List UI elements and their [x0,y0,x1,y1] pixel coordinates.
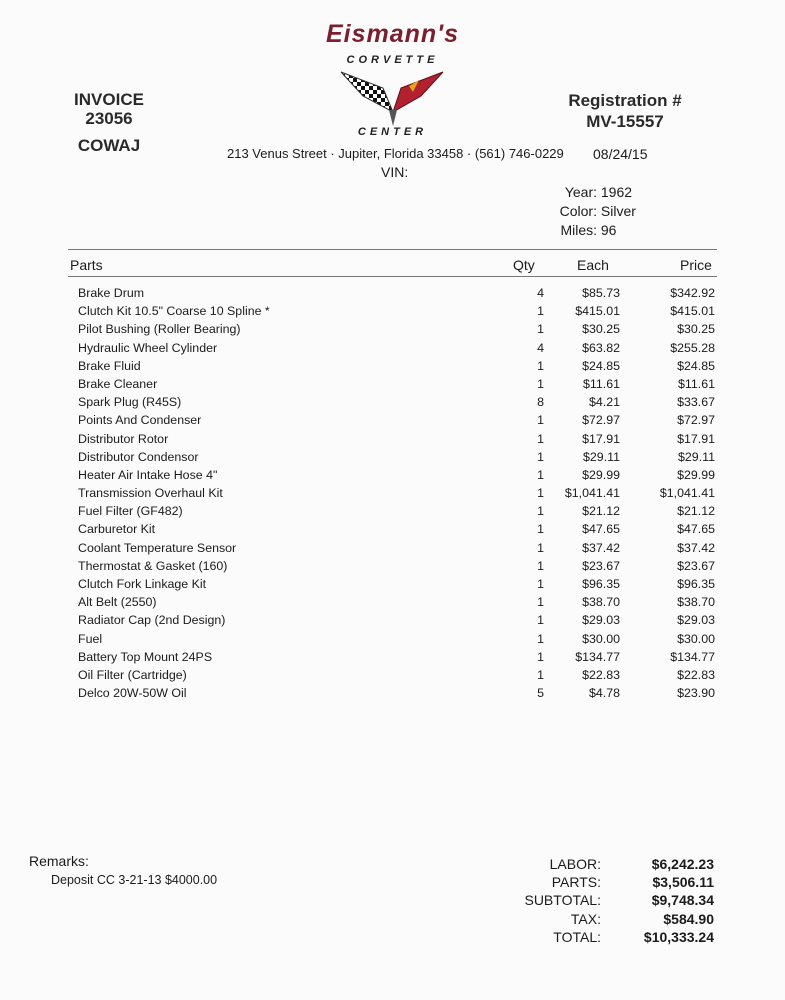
part-name: Transmission Overhaul Kit [78,486,223,501]
part-name: Delco 20W-50W Oil [78,686,187,701]
part-each-price: $63.82 [582,340,620,355]
part-each-price: $85.73 [582,286,620,300]
part-qty: 4 [537,340,544,355]
part-each-price: $38.70 [582,595,620,610]
part-qty: 1 [537,613,544,628]
year-label: Year: [564,184,597,200]
part-name: Battery Top Mount 24PS [78,649,213,664]
registration-label: Registration # [568,91,682,110]
part-name: Alt Belt (2550) [78,595,157,610]
part-total-price: $29.11 [678,449,715,464]
part-qty: 1 [537,649,544,664]
vehicle-color [549,203,636,219]
part-total-price: $24.85 [677,358,715,373]
part-total-price: $96.35 [677,577,715,591]
each-column-header: Each [577,257,609,273]
part-total-price: $37.42 [677,540,715,555]
table-row [78,377,718,395]
invoice-number: 23056 [85,109,133,128]
part-total-price: $21.12 [677,504,715,519]
total-value: $6,242.23 [651,856,714,872]
part-total-price: $47.65 [677,522,715,537]
part-name: Coolant Temperature Sensor [78,540,237,555]
parts-list [78,286,718,704]
part-each-price: $23.67 [582,558,620,573]
table-row [78,650,718,668]
total-value: $584.90 [663,910,714,927]
part-qty: 4 [537,286,544,300]
part-total-price: $30.00 [677,631,715,646]
total-label: SUBTOTAL: [524,892,601,909]
table-row [78,468,718,486]
total-row [490,874,714,892]
table-row [78,541,718,559]
table-row [78,432,718,450]
part-name: Distributor Condensor [78,449,199,464]
part-total-price: $30.25 [677,322,715,337]
total-row [490,929,714,947]
total-row [490,856,714,874]
part-total-price: $11.61 [678,376,715,391]
invoice-date: 08/24/15 [593,146,648,162]
qty-column-header: Qty [513,257,535,273]
table-row [78,668,718,686]
part-name: Points And Condenser [78,413,202,428]
part-total-price: $29.03 [677,613,715,628]
part-total-price: $255.28 [670,340,715,355]
parts-column-header: Parts [70,257,103,273]
part-total-price: $72.97 [677,413,715,428]
part-each-price: $29.99 [582,467,620,482]
table-row [78,577,718,595]
table-row [78,341,718,359]
part-total-price: $1,041.41 [659,486,715,501]
part-qty: 1 [537,667,544,682]
total-value: $3,506.11 [652,874,714,891]
part-name: Fuel [78,631,103,646]
total-label: TAX: [570,910,601,927]
table-row [78,359,718,377]
remarks-label: Remarks: [29,853,89,869]
vin-label: VIN: [381,164,409,180]
part-qty: 1 [537,631,544,646]
color-value: Silver [600,203,636,219]
part-total-price: $17.91 [677,431,715,446]
part-each-price: $11.61 [583,376,620,391]
part-total-price: $23.67 [677,558,715,573]
part-name: Fuel Filter (GF482) [78,504,183,519]
table-row [78,322,718,340]
part-each-price: $24.85 [582,358,620,373]
part-each-price: $1,041.41 [564,486,620,501]
part-total-price: $29.99 [677,467,715,482]
total-row [490,892,714,910]
part-total-price: $23.90 [677,686,715,701]
part-total-price: $342.92 [670,286,715,300]
logo-center-text: CENTER [357,126,428,138]
part-qty: 1 [537,413,544,428]
table-row [78,413,718,431]
part-each-price: $21.12 [582,504,620,519]
part-qty: 1 [537,431,544,446]
company-logo-text: Eismann's [325,20,460,48]
total-label: LABOR: [549,856,601,872]
part-name: Brake Fluid [78,358,141,373]
part-name: Thermostat & Gasket (160) [78,558,228,573]
part-each-price: $96.35 [582,577,620,591]
part-each-price: $30.25 [582,322,620,337]
part-name: Hydraulic Wheel Cylinder [78,340,218,355]
vehicle-miles [549,222,616,238]
customer-code: COWAJ [77,136,141,155]
part-each-price: $134.77 [575,649,620,664]
table-row [78,286,718,304]
part-name: Clutch Fork Linkage Kit [78,577,207,591]
part-total-price: $33.67 [677,395,715,410]
part-name: Oil Filter (Cartridge) [78,667,187,682]
part-total-price: $38.70 [677,595,715,610]
part-name: Distributor Rotor [78,431,169,446]
part-name: Brake Cleaner [78,376,158,391]
part-qty: 1 [537,486,544,501]
part-qty: 1 [537,449,544,464]
year-value: 1962 [600,184,633,200]
table-row [78,486,718,504]
registration-number: MV-15557 [586,112,664,131]
table-row [78,304,718,322]
part-total-price: $134.77 [670,649,715,664]
part-qty: 1 [537,322,544,337]
part-qty: 5 [537,686,544,701]
table-row [78,632,718,650]
part-each-price: $4.78 [588,686,620,701]
crossed-checkered-flags-icon [333,66,451,128]
table-row [78,595,718,613]
table-row [78,613,718,631]
part-each-price: $415.01 [575,304,620,319]
part-total-price: $415.01 [670,304,715,319]
table-header-divider [68,276,717,277]
invoice-label: INVOICE [74,90,144,109]
part-qty: 1 [537,522,544,537]
part-qty: 1 [537,540,544,555]
part-each-price: $22.83 [582,667,620,682]
part-name: Brake Drum [78,286,145,300]
part-each-price: $4.21 [588,395,620,410]
part-each-price: $47.65 [582,522,620,537]
table-row [78,504,718,522]
vehicle-year [549,184,632,200]
part-qty: 1 [537,577,544,591]
part-name: Radiator Cap (2nd Design) [78,613,226,628]
part-qty: 1 [537,595,544,610]
part-total-price: $22.83 [677,667,715,682]
part-name: Carburetor Kit [78,522,156,537]
part-each-price: $29.11 [583,449,620,464]
part-qty: 1 [537,504,544,519]
total-value: $9,748.34 [651,892,714,909]
price-column-header: Price [680,257,712,273]
company-address: 213 Venus Street · Jupiter, Florida 33458 · (561) 746-0229 [227,146,564,161]
part-qty: 1 [537,304,544,319]
part-qty: 1 [537,558,544,573]
total-value: $10,333.24 [643,928,714,945]
part-name: Clutch Kit 10.5" Coarse 10 Spline * [78,304,270,319]
table-row [78,450,718,468]
logo-corvette-text: CORVETTE [346,54,439,66]
table-top-divider [68,249,717,250]
part-qty: 8 [537,395,544,410]
part-each-price: $17.91 [582,431,620,446]
part-each-price: $29.03 [582,613,620,628]
table-row [78,559,718,577]
table-row [78,522,718,540]
miles-label: Miles: [560,222,597,238]
remarks-text: Deposit CC 3-21-13 $4000.00 [51,873,218,887]
total-row [490,911,714,929]
total-label: PARTS: [551,874,601,891]
part-name: Spark Plug (R45S) [78,395,182,410]
part-qty: 1 [537,376,544,391]
part-each-price: $72.97 [582,413,620,428]
part-name: Pilot Bushing (Roller Bearing) [78,322,241,337]
table-row [78,395,718,413]
part-name: Heater Air Intake Hose 4" [78,467,218,482]
totals-block [490,856,714,947]
color-label: Color: [559,203,597,219]
part-qty: 1 [537,358,544,373]
part-each-price: $30.00 [582,631,620,646]
part-each-price: $37.42 [582,540,620,555]
table-row [78,686,718,704]
miles-value: 96 [600,222,617,238]
part-qty: 1 [537,467,544,482]
total-label: TOTAL: [553,928,601,945]
